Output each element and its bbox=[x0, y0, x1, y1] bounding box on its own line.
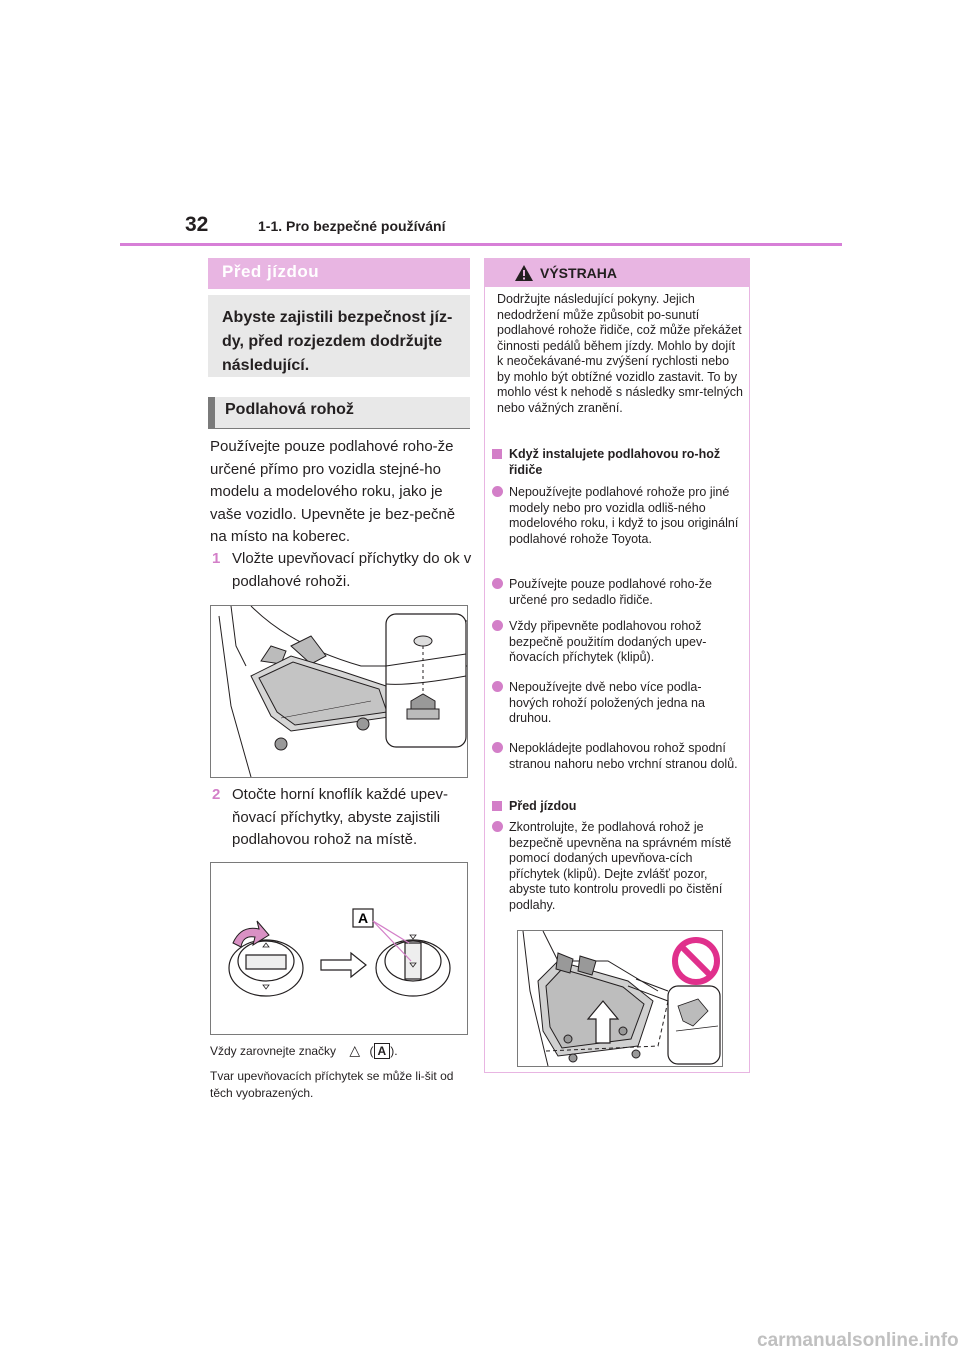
circle-bullet-icon bbox=[492, 742, 503, 753]
warning-intro: Dodržujte následující pokyny. Jejich nedodržení může způsobit po-sunutí podlahové rohože řidiče, což může překážet činnosti pedálů během jízdy. Mohlo by dojít k neočekávané-mu zvýšení rychlosti nebo by mohlo být obtížné vozidlo zastavit. To by mohlo vést k nehodě s následky smr-telných nebo vážných zranění. bbox=[497, 292, 743, 415]
clip-rotation-illustration bbox=[211, 863, 467, 1034]
watermark: carmanualsonline.info bbox=[757, 1330, 959, 1351]
warning-bullet bbox=[509, 619, 741, 666]
section-title: 1-1. Pro bezpečné používání bbox=[258, 218, 446, 234]
step-1-text: Vložte upevňovací příchytky do ok v podlahové rohoži. bbox=[232, 550, 472, 590]
step-1-number: 1 bbox=[212, 550, 221, 567]
prohibited-icon bbox=[675, 940, 717, 982]
subheading-podlahova-rohoz bbox=[208, 397, 470, 428]
figure-floor-mat-clips bbox=[210, 605, 468, 778]
figure-incorrect-mat bbox=[517, 930, 723, 1067]
warning-section-2-text: Před jízdou bbox=[509, 799, 577, 813]
incorrect-mat-illustration bbox=[518, 931, 722, 1066]
warning-bullet bbox=[509, 485, 741, 547]
header-rule bbox=[120, 243, 842, 246]
fig2-label-a: A bbox=[357, 910, 369, 926]
step-2-number: 2 bbox=[212, 786, 221, 803]
circle-bullet-icon bbox=[492, 620, 503, 631]
warning-bullet-text: Vždy připevněte podlahovou rohož bezpečně použitím dodaných upev-ňovacích příchytek (klipů). bbox=[509, 619, 707, 664]
warning-bullet bbox=[509, 680, 741, 727]
caption-close-paren: ). bbox=[390, 1044, 398, 1058]
heading-text: Před jízdou bbox=[222, 262, 320, 281]
caption-label-a: A bbox=[374, 1043, 391, 1059]
warning-bullet-text: Nepokládejte podlahovou rohož spodní stranou nahoru nebo vrchní stranou dolů. bbox=[509, 741, 738, 771]
triangle-mark-icon: △ bbox=[349, 1042, 361, 1058]
step-2-text: Otočte horní knoflík každé upev-ňovací příchytky, abyste zajistili podlahovou rohož na místě. bbox=[232, 786, 448, 848]
circle-bullet-icon bbox=[492, 821, 503, 832]
warning-bullet bbox=[509, 577, 741, 608]
caption-clip-shape: Tvar upevňovacích příchytek se může li-šit od těch vyobrazených. bbox=[210, 1069, 454, 1100]
floor-mat-illustration bbox=[211, 606, 467, 777]
warning-triangle-icon bbox=[514, 264, 534, 282]
circle-bullet-icon bbox=[492, 681, 503, 692]
step-1 bbox=[212, 548, 472, 593]
subheading-text: Podlahová rohož bbox=[225, 401, 354, 418]
subheading-rule bbox=[208, 428, 470, 429]
warning-bullet-text: Používejte pouze podlahové roho-že určené pro sedadlo řidiče. bbox=[509, 577, 712, 607]
figure-clip-rotation bbox=[210, 862, 468, 1035]
caption-align-marks: Vždy zarovnejte značky △ ( A ). bbox=[210, 1042, 398, 1058]
warning-section-2 bbox=[509, 799, 741, 815]
warning-bullet-text: Nepoužívejte dvě nebo více podla-hových rohoží položených jedna na druhou. bbox=[509, 680, 705, 725]
heading-pred-jizdou bbox=[208, 258, 470, 289]
warning-section-1-text: Když instalujete podlahovou ro-hož řidiče bbox=[509, 447, 721, 477]
circle-bullet-icon bbox=[492, 578, 503, 589]
square-bullet-icon bbox=[492, 801, 502, 811]
circle-bullet-icon bbox=[492, 486, 503, 497]
page-number: 32 bbox=[185, 213, 209, 236]
step-2 bbox=[212, 784, 472, 852]
intro-text: Abyste zajistili bezpečnost jíz-dy, před rozjezdem dodržujte následující. bbox=[222, 309, 453, 374]
warning-bullet bbox=[509, 820, 741, 913]
warning-title: VÝSTRAHA bbox=[540, 265, 618, 281]
warning-bullet bbox=[509, 741, 741, 772]
caption-align-text: Vždy zarovnejte značky bbox=[210, 1044, 337, 1058]
square-bullet-icon bbox=[492, 449, 502, 459]
warning-section-1 bbox=[509, 447, 741, 478]
intro-box bbox=[208, 295, 470, 377]
warning-bullet-text: Nepoužívejte podlahové rohože pro jiné modely nebo pro vozidla odliš-ného modelového roku, i když to jsou originální podlahové rohože Toyota. bbox=[509, 485, 739, 546]
body-paragraph: Používejte pouze podlahové roho-že určené přímo pro vozidla stejné-ho modelu a modelového roku, jako je vaše vozidlo. Upevněte je bez-pečně na místo na koberec. bbox=[210, 438, 456, 545]
warning-bullet-text: Zkontrolujte, že podlahová rohož je bezpečně upevněna na správném místě pomocí dodaných upevňova-cích příchytek (klipů). Dejte zvlášť pozor, abyste tuto kontrolu provedli po čistění podlahy. bbox=[509, 820, 732, 912]
